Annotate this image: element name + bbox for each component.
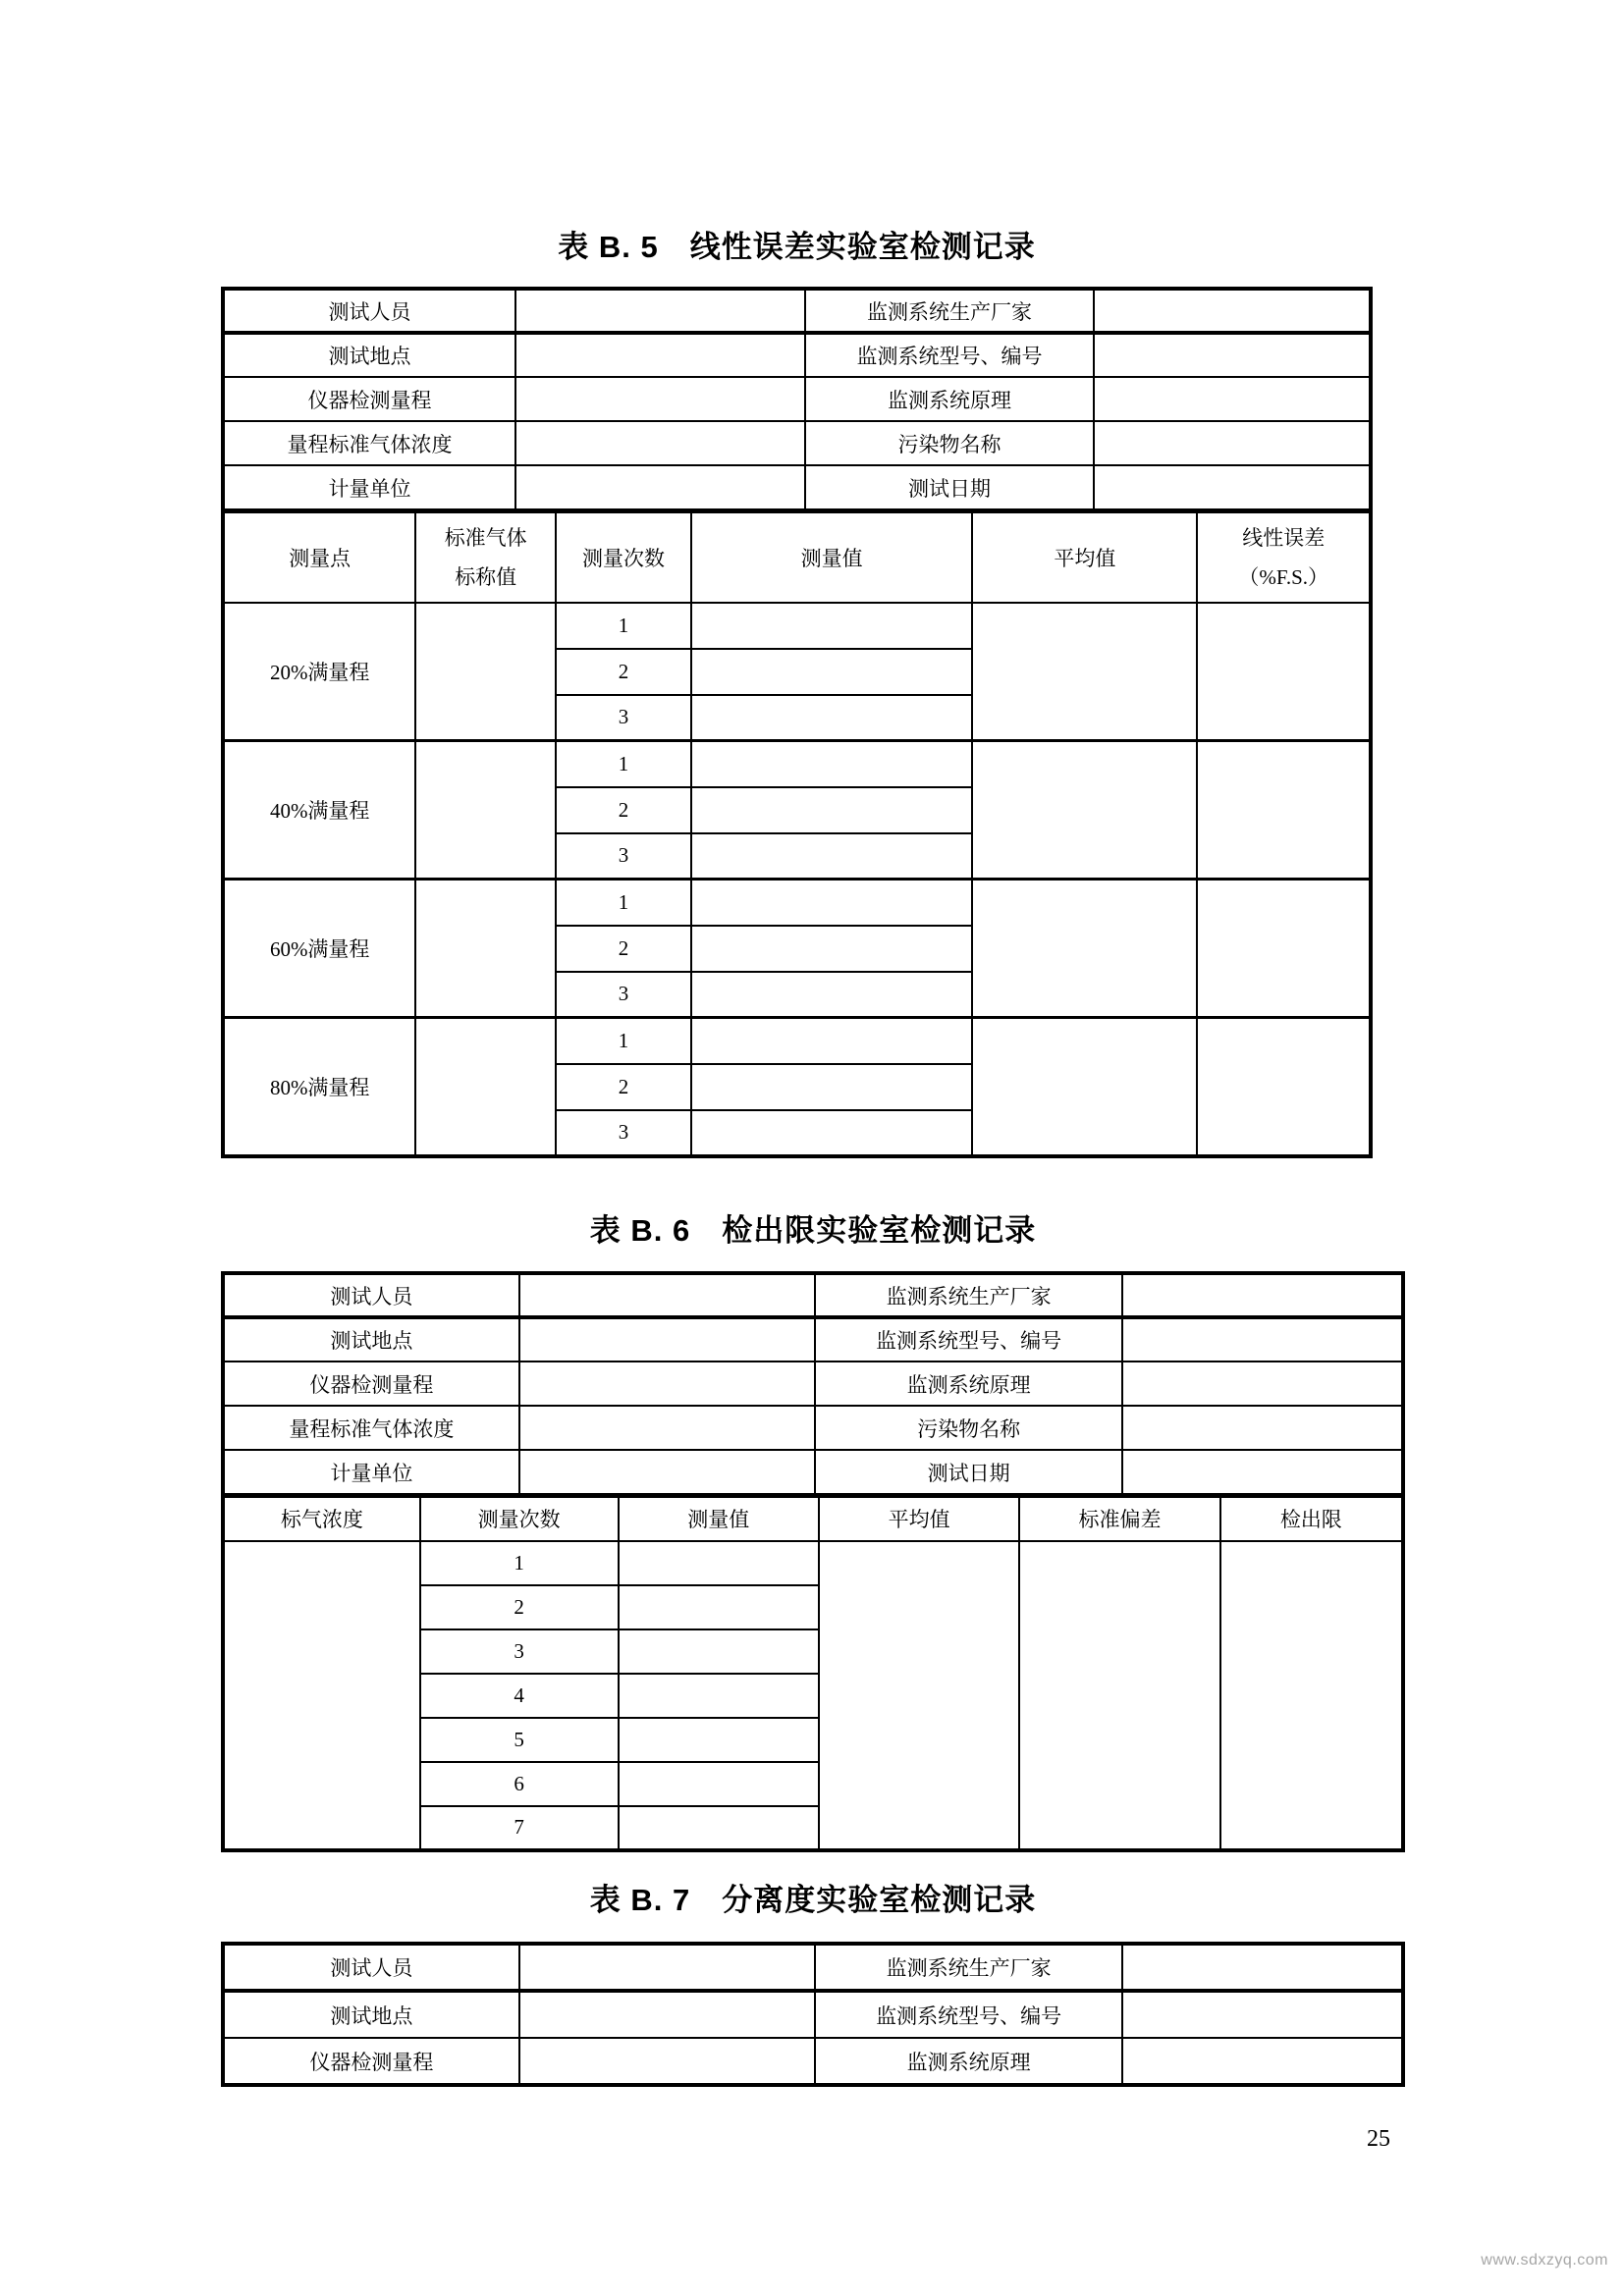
measured-value-cell — [619, 1541, 819, 1585]
info-label-cell: 监测系统原理 — [805, 377, 1095, 421]
run-number: 1 — [556, 603, 691, 649]
measured-value-cell — [619, 1585, 819, 1629]
column-header-average: 平均值 — [972, 512, 1197, 603]
info-label-cell: 测试地点 — [223, 333, 515, 377]
run-number: 2 — [420, 1585, 619, 1629]
info-label-cell: 量程标准气体浓度 — [223, 1406, 519, 1450]
info-label-cell: 量程标准气体浓度 — [223, 421, 515, 465]
info-value-cell — [1094, 421, 1371, 465]
run-number: 2 — [556, 926, 691, 972]
measured-value-cell — [691, 1064, 972, 1110]
info-row — [223, 421, 1371, 465]
info-value-cell — [515, 377, 805, 421]
measurement-header-row — [223, 512, 1371, 603]
info-value-cell — [1122, 2038, 1403, 2085]
column-header-gas-concentration: 标气浓度 — [223, 1497, 420, 1541]
info-value-cell — [1122, 1317, 1403, 1362]
table-b7-title: 表 B. 7 分离度实验室检测记录 — [589, 1883, 1037, 1917]
info-label-cell: 监测系统生产厂家 — [805, 289, 1095, 333]
info-label-cell: 测试地点 — [223, 1317, 519, 1362]
info-row — [223, 1450, 1403, 1494]
info-row — [223, 1406, 1403, 1450]
info-row — [223, 333, 1371, 377]
info-row — [223, 1273, 1403, 1317]
info-value-cell — [519, 1450, 816, 1494]
column-header-stddev: 标准偏差 — [1019, 1497, 1219, 1541]
linearity-error-cell — [1197, 880, 1371, 1018]
info-label-cell: 测试日期 — [815, 1450, 1122, 1494]
column-header-linearity-error: 线性误差 （%F.S.） — [1197, 512, 1371, 603]
column-header-count: 测量次数 — [420, 1497, 619, 1541]
run-number: 2 — [556, 1064, 691, 1110]
info-row — [223, 1944, 1403, 1991]
measure-point-label: 60%满量程 — [223, 880, 415, 1018]
average-value-cell — [972, 741, 1197, 880]
info-row — [223, 465, 1371, 509]
column-header-value: 测量值 — [691, 512, 972, 603]
info-value-cell — [519, 1406, 816, 1450]
detection-limit-cell — [1220, 1541, 1403, 1850]
column-header-point: 测量点 — [223, 512, 415, 603]
info-value-cell — [1122, 1362, 1403, 1406]
run-number: 1 — [556, 741, 691, 787]
info-label-cell: 仪器检测量程 — [223, 2038, 519, 2085]
run-number: 3 — [556, 1110, 691, 1156]
info-label-cell: 监测系统生产厂家 — [815, 1944, 1122, 1991]
info-value-cell — [519, 1944, 816, 1991]
info-value-cell — [519, 2038, 816, 2085]
run-number: 3 — [556, 695, 691, 741]
table-b6 — [221, 1271, 1405, 1852]
info-value-cell — [1122, 1406, 1403, 1450]
column-header-nominal: 标准气体 标称值 — [415, 512, 556, 603]
info-value-cell — [1094, 289, 1371, 333]
info-label-cell: 仪器检测量程 — [223, 377, 515, 421]
info-row — [223, 2038, 1403, 2085]
info-row — [223, 1317, 1403, 1362]
info-value-cell — [515, 421, 805, 465]
info-value-cell — [1122, 1450, 1403, 1494]
info-value-cell — [515, 289, 805, 333]
nominal-value-cell — [415, 1018, 556, 1156]
info-label-cell: 监测系统原理 — [815, 1362, 1122, 1406]
info-label-cell: 监测系统生产厂家 — [815, 1273, 1122, 1317]
run-number: 1 — [556, 1018, 691, 1064]
measured-value-cell — [691, 603, 972, 649]
run-number: 3 — [556, 972, 691, 1018]
measured-value-cell — [691, 741, 972, 787]
run-number: 3 — [420, 1629, 619, 1674]
table-b5-info — [221, 287, 1373, 510]
measured-value-cell — [619, 1718, 819, 1762]
table-b7 — [221, 1942, 1405, 2087]
measurement-row — [223, 880, 1371, 926]
nominal-value-cell — [415, 880, 556, 1018]
measure-point-label: 80%满量程 — [223, 1018, 415, 1156]
table-b7-info — [221, 1942, 1405, 2087]
info-row — [223, 1991, 1403, 2038]
linearity-error-cell — [1197, 603, 1371, 741]
info-label-cell: 监测系统原理 — [815, 2038, 1122, 2085]
info-label-cell: 计量单位 — [223, 465, 515, 509]
info-label-cell: 监测系统型号、编号 — [805, 333, 1095, 377]
nominal-value-cell — [415, 603, 556, 741]
table-b5-title: 表 B. 5 线性误差实验室检测记录 — [558, 230, 1036, 264]
nominal-value-cell — [415, 741, 556, 880]
measured-value-cell — [691, 1018, 972, 1064]
watermark: www.sdxzyq.com — [1481, 2252, 1608, 2269]
info-value-cell — [519, 1317, 816, 1362]
table-b6-measurements — [221, 1495, 1405, 1852]
measured-value-cell — [619, 1629, 819, 1674]
measure-point-label: 20%满量程 — [223, 603, 415, 741]
info-label-cell: 测试人员 — [223, 1273, 519, 1317]
measured-value-cell — [619, 1762, 819, 1806]
run-number: 2 — [556, 649, 691, 695]
info-value-cell — [1094, 377, 1371, 421]
run-number: 5 — [420, 1718, 619, 1762]
average-value-cell — [972, 1018, 1197, 1156]
column-header-value: 测量值 — [619, 1497, 819, 1541]
info-label-cell: 仪器检测量程 — [223, 1362, 519, 1406]
average-value-cell — [819, 1541, 1019, 1850]
column-header-detection-limit: 检出限 — [1220, 1497, 1403, 1541]
measurement-row — [223, 1018, 1371, 1064]
measure-point-label: 40%满量程 — [223, 741, 415, 880]
info-value-cell — [1122, 1944, 1403, 1991]
table-b5-measurements — [221, 510, 1373, 1158]
measured-value-cell — [691, 833, 972, 880]
table-b6-info — [221, 1271, 1405, 1495]
stddev-cell — [1019, 1541, 1219, 1850]
measured-value-cell — [691, 649, 972, 695]
measured-value-cell — [619, 1806, 819, 1850]
info-value-cell — [519, 1991, 816, 2038]
run-number: 2 — [556, 787, 691, 833]
measured-value-cell — [691, 695, 972, 741]
info-value-cell — [1094, 333, 1371, 377]
info-value-cell — [519, 1362, 816, 1406]
info-value-cell — [519, 1273, 816, 1317]
measured-value-cell — [691, 1110, 972, 1156]
measured-value-cell — [619, 1674, 819, 1718]
average-value-cell — [972, 603, 1197, 741]
info-label-cell: 污染物名称 — [815, 1406, 1122, 1450]
info-value-cell — [1122, 1273, 1403, 1317]
measured-value-cell — [691, 787, 972, 833]
measured-value-cell — [691, 880, 972, 926]
linearity-error-cell — [1197, 1018, 1371, 1156]
info-row — [223, 377, 1371, 421]
measurement-row — [223, 603, 1371, 649]
run-number: 1 — [420, 1541, 619, 1585]
table-b6-title: 表 B. 6 检出限实验室检测记录 — [589, 1213, 1037, 1248]
column-header-average: 平均值 — [819, 1497, 1019, 1541]
measurement-header-row — [223, 1497, 1403, 1541]
table-b5 — [221, 287, 1373, 1158]
page-number: 25 — [1367, 2126, 1390, 2152]
run-number: 4 — [420, 1674, 619, 1718]
run-number: 7 — [420, 1806, 619, 1850]
measurement-row — [223, 1541, 1403, 1585]
run-number: 6 — [420, 1762, 619, 1806]
measurement-row — [223, 741, 1371, 787]
linearity-error-cell — [1197, 741, 1371, 880]
measured-value-cell — [691, 972, 972, 1018]
average-value-cell — [972, 880, 1197, 1018]
run-number: 1 — [556, 880, 691, 926]
gas-concentration-cell — [223, 1541, 420, 1850]
info-row — [223, 1362, 1403, 1406]
info-label-cell: 测试人员 — [223, 289, 515, 333]
info-value-cell — [515, 333, 805, 377]
column-header-count: 测量次数 — [556, 512, 691, 603]
info-label-cell: 计量单位 — [223, 1450, 519, 1494]
info-label-cell: 污染物名称 — [805, 421, 1095, 465]
info-value-cell — [1122, 1991, 1403, 2038]
info-value-cell — [1094, 465, 1371, 509]
info-row — [223, 289, 1371, 333]
run-number: 3 — [556, 833, 691, 880]
info-label-cell: 监测系统型号、编号 — [815, 1991, 1122, 2038]
info-label-cell: 监测系统型号、编号 — [815, 1317, 1122, 1362]
info-value-cell — [515, 465, 805, 509]
measured-value-cell — [691, 926, 972, 972]
info-label-cell: 测试日期 — [805, 465, 1095, 509]
info-label-cell: 测试地点 — [223, 1991, 519, 2038]
info-label-cell: 测试人员 — [223, 1944, 519, 1991]
